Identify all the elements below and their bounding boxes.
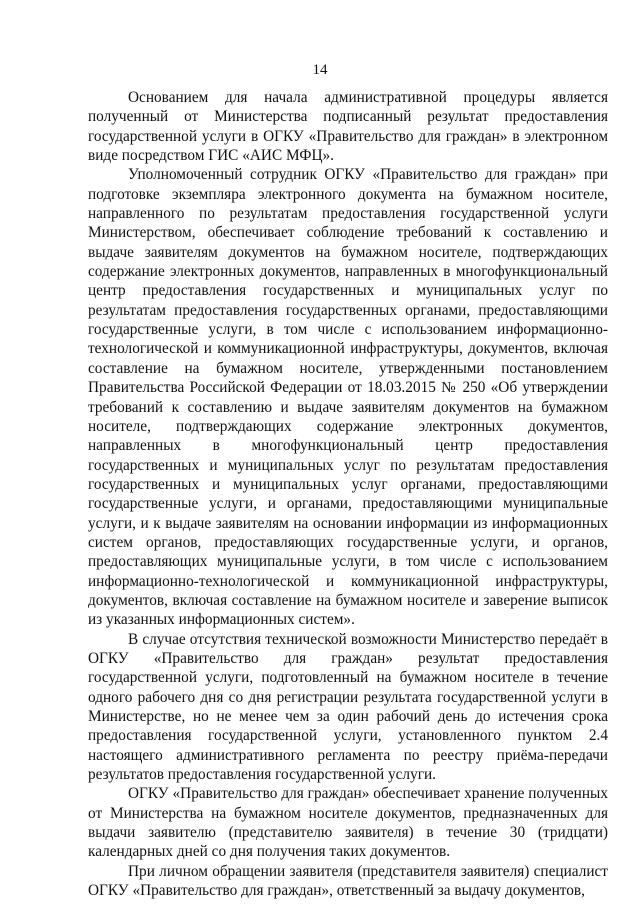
- paragraph-no-technical-possibility: В случае отсутствия технической возможности Министерство передаёт в ОГКУ «Правительство для граждан» результат предоставления государственной услуги, подготовленный на бумажном носителе в течение одного рабочего дня со дня регистрации результата государственной услуги в Министерстве, но не менее чем за один рабочий день до истечения срока предоставления государственной услуги, установленного пунктом 2.4 настоящего административного регламента по реестру приёма-передачи результатов предоставления государственной услуги.: [88, 630, 608, 784]
- paragraph-authorized-employee: Уполномоченный сотрудник ОГКУ «Правительство для граждан» при подготовке экземпляра электронного документа на бумажном носителе, направленного по результатам предоставления государственной услуги Министерством, обеспечивает соблюдение требований к составлению и выдаче заявителям документов на бумажном носителе, подтверждающих содержание электронных документов, направленных в многофункциональный центр предоставления государственных и муниципальных услуг по результатам предоставления государственных органами, предоставляющими государственные услуги, в том числе с использованием информационно-технологической и коммуникационной инфраструктуры, документов, включая составление на бумажном носителе, утвержденными постановлением Правительства Российской Федерации от 18.03.2015 № 250 «Об утверждении требований к составлению и выдаче заявителям документов на бумажном носителе, подтверждающих содержание электронных документов, направленных в многофункциональный центр предоставления государственных и муниципальных услуг по результатам предоставления государственных и муниципальных услуг органами, предоставляющими государственные услуги, и органами, предоставляющими муниципальные услуги, и к выдаче заявителям на основании информации из информационных систем органов, предоставляющих государственные услуги, и органов, предоставляющих муниципальные услуги, в том числе с использованием информационно-технологической и коммуникационной инфраструктуры, документов, включая составление на бумажном носителе и заверение выписок из указанных информационных систем».: [88, 166, 608, 629]
- paragraph-basis: Основанием для начала административной процедуры является полученный от Министерства подписанный результат предоставления государственной услуги в ОГКУ «Правительство для граждан» в электронном виде посредством ГИС «АИС МФЦ».: [88, 89, 608, 165]
- document-body: [88, 88, 608, 900]
- paragraph-personal-appeal: При личном обращении заявителя (представителя заявителя) специалист ОГКУ «Правительство для граждан», ответственный за выдачу документов,: [88, 862, 608, 900]
- paragraph-storage: ОГКУ «Правительство для граждан» обеспечивает хранение полученных от Министерства на бумажном носителе документов, предназначенных для выдачи заявителю (представителю заявителя) в течение 30 (тридцати) календарных дней со дня получения таких документов.: [88, 785, 608, 861]
- page-number: 14: [312, 62, 328, 78]
